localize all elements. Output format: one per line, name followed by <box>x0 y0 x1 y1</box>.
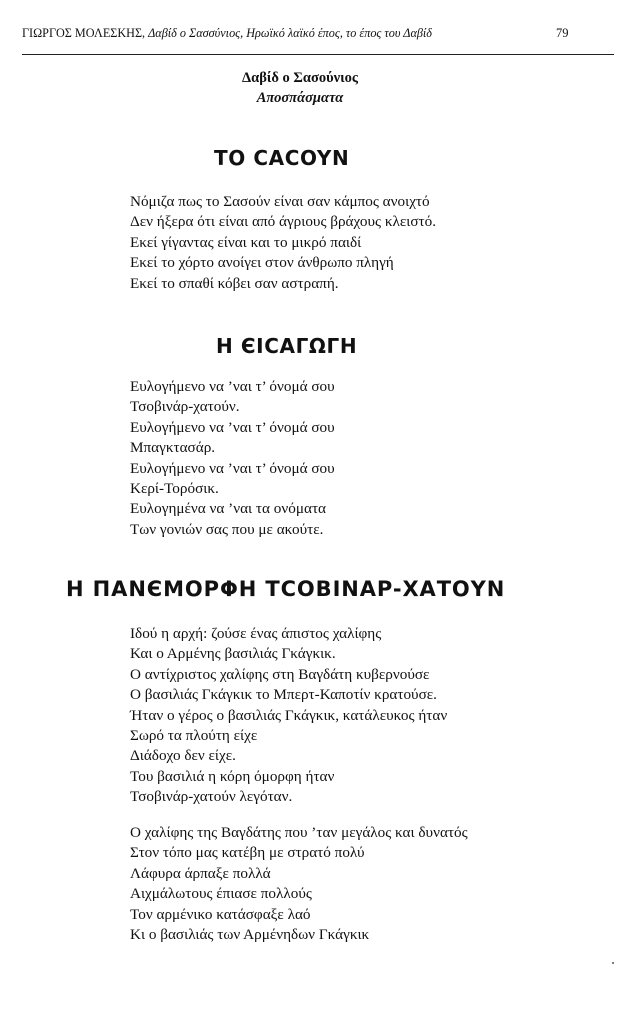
verse-line: Εκεί το χόρτο ανοίγει στον άνθρωπο πληγή <box>130 254 394 272</box>
running-head-work: Δαβίδ ο Σασσύνιος, Ηρωϊκό λαϊκό έπος, το έπος του Δαβίδ <box>148 26 432 40</box>
stanza-tsovinar-1 <box>130 624 447 808</box>
paper-speck <box>612 962 614 964</box>
document-title: Δαβίδ ο Σασούνιος <box>242 70 358 86</box>
verse-line: Σωρό τα πλούτη είχε <box>130 726 258 744</box>
verse-line: Ο βασιλιάς Γκάγκικ το Μπερτ-Καποτίν κρατούσε. <box>130 686 437 704</box>
verse-line: Τον αρμένικο κατάσφαξε λαό <box>130 905 311 923</box>
verse-line: Ευλογήμενο να ’ναι τ’ όνομά σου <box>130 459 335 477</box>
verse-line: Ο αντίχριστος χαλίφης στη Βαγδάτη κυβερνούσε <box>130 665 430 683</box>
stanza-introduction <box>130 377 335 540</box>
verse-line: Κερί-Τορόσικ. <box>130 479 219 497</box>
verse-line: Του βασιλιά η κόρη όμορφη ήταν <box>130 767 335 785</box>
document-subtitle: Αποσπάσματα <box>256 90 344 106</box>
verse-line: Τσοβινάρ-χατούν. <box>130 398 240 416</box>
section-heading-sasoun: ΤΟ CACOYN <box>214 146 350 170</box>
header-rule <box>22 54 614 55</box>
verse-line: Δεν ήξερα ότι είναι από άγριους βράχους κλειστό. <box>130 213 437 231</box>
verse-line: Εκεί το σπαθί κόβει σαν αστραπή. <box>130 274 339 292</box>
verse-line: Κι ο βασιλιάς των Αρμένηδων Γκάγκικ <box>130 925 370 943</box>
page-number: 79 <box>556 26 569 40</box>
verse-line: Στον τόπο μας κατέβη με στρατό πολύ <box>130 844 365 862</box>
verse-line: Αιχμάλωτους έπιασε πολλούς <box>130 885 312 903</box>
stanza-tsovinar-2 <box>130 823 468 945</box>
verse-line: Εκεί γίγαντας είναι και το μικρό παιδί <box>130 233 362 251</box>
verse-line: Μπαγκτασάρ. <box>130 439 216 457</box>
running-head <box>22 26 542 41</box>
verse-line: Και ο Αρμένης βασιλιάς Γκάγκικ. <box>130 645 336 663</box>
verse-line: Ο χαλίφης της Βαγδάτης που ’ταν μεγάλος και δυνατός <box>130 824 468 841</box>
section-heading-introduction: Η ЄΙCΑΓΩΓΗ <box>216 334 358 358</box>
running-head-author: ΓΙΩΡΓΟΣ ΜΟΛΕΣΚΗΣ, <box>22 26 146 40</box>
verse-line: Των γονιών σας που με ακούτε. <box>130 520 324 538</box>
verse-line: Ιδού η αρχή: ζούσε ένας άπιστος χαλίφης <box>130 625 382 642</box>
verse-line: Λάφυρα άρπαξε πολλά <box>130 864 271 882</box>
verse-line: Ευλογημένα να ’ναι τα ονόματα <box>130 500 327 518</box>
verse-line: Τσοβινάρ-χατούν λεγόταν. <box>130 788 293 806</box>
stanza-sasoun <box>130 192 436 294</box>
verse-line: Νόμιζα πως το Σασούν είναι σαν κάμπος ανοιχτό <box>130 193 430 210</box>
verse-line: Ευλογήμενο να ’ναι τ’ όνομά σου <box>130 418 335 436</box>
verse-line: Ευλογήμενο να ’ναι τ’ όνομά σου <box>130 378 335 395</box>
verse-line: Ήταν ο γέρος ο βασιλιάς Γκάγκικ, κατάλευκος ήταν <box>130 706 448 724</box>
verse-line: Διάδοχο δεν είχε. <box>130 747 236 765</box>
section-heading-tsovinar: Η ΠΑΝЄΜΟΡΦΗ ΤCOBINAP-ΧΑΤΟΥΝ <box>66 577 506 601</box>
